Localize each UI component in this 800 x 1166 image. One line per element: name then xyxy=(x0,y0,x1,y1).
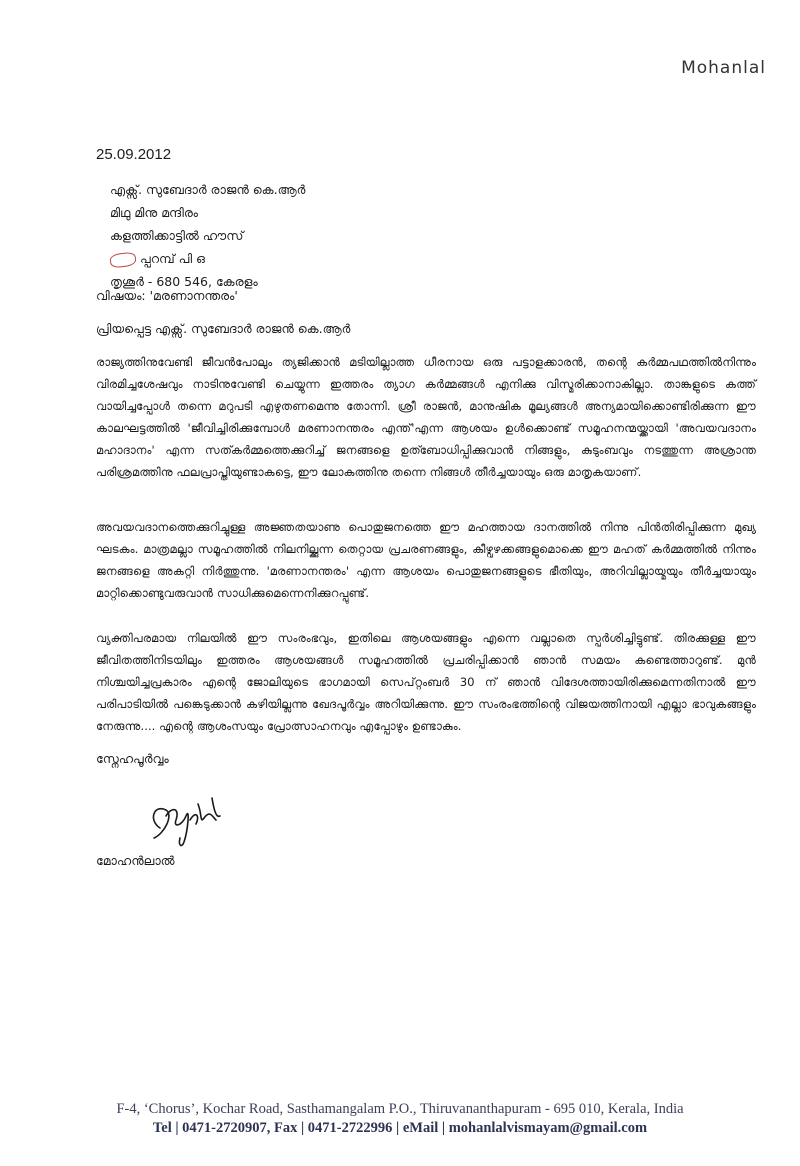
address-line-house: മിഥു മിനു മന്ദിരം xyxy=(110,205,199,220)
letterhead-brand: Mohanlal xyxy=(681,58,766,78)
footer-contact: Tel | 0471-2720907, Fax | 0471-2722996 | eMail | mohanlalvismayam@gmail.com xyxy=(152,1120,648,1136)
letter-salutation: പ്രിയപ്പെട്ട എക്സ്. സുബേദാർ രാജൻ കെ.ആർ xyxy=(96,321,351,336)
address-line-post-text: പ്പറമ്പ് പി ഒ xyxy=(140,251,205,266)
body-paragraph-1: രാജ്യത്തിനുവേണ്ടി ജീവൻപോലും ത്യജിക്കാൻ മടിയില്ലാത്ത ധീരനായ ഒരു പട്ടാളക്കാരൻ, തന്റെ കർമ്മപഥത്തിൽനിന്നും വിരമിച്ചശേഷവും നാടിനുവേണ്ടി ചെയ്യുന്ന ഇത്തരം ത്യാഗ കർമ്മങ്ങൾ എനിക്കു വിസ്മരിക്കാനാകില്ലാ. താങ്കളുടെ കത്ത് വായിച്ചപ്പോൾ തന്നെ മറുപടി എഴുതണമെന്നു തോന്നി. ശ്രീ രാജൻ, മാനുഷിക മൂല്യങ്ങൾ അന്യമായിക്കൊണ്ടിരിക്കുന്ന ഈ കാലഘട്ടത്തിൽ 'ജീവിച്ചിരിക്കുമ്പോൾ മരണാനന്തരം എന്ത്'എന്ന ആശയം ഉൾക്കൊണ്ട് സമൂഹനന്മയ്ക്കായി 'അവയവദാനം മഹാദാനം' എന്ന സത്കർമ്മത്തെക്കുറിച്ച് ജനങ്ങളെ ഉത്ബോധിപ്പിക്കുവാൻ നിങ്ങളും, കുടുംബവും നടത്തുന്ന അശ്രാന്ത പരിശ്രമത്തിനു ഫലപ്രാപ്തിയുണ്ടാകട്ടെ, ഈ ലോകത്തിനു തന്നെ നിങ്ങൾ തീർച്ചയായും ഒരു മാതൃകയാണ്. xyxy=(96,355,756,479)
address-line-name: എക്സ്. സുബേദാർ രാജൻ കെ.ആർ xyxy=(110,182,306,197)
footer-address: F-4, ‘Chorus’, Kochar Road, Sasthamangalam P.O., Thiruvananthapuram - 695 010, Kerala, India xyxy=(116,1101,684,1117)
letterhead-footer xyxy=(0,1100,800,1138)
letter-closing: സ്നേഹപൂർവ്വം xyxy=(96,751,169,766)
address-line-housename: കളത്തിക്കാട്ടിൽ ഹൗസ് xyxy=(110,228,244,243)
address-line-district: തൃശൂർ - 680 546, കേരളം xyxy=(110,274,258,289)
letter-date: 25.09.2012 xyxy=(96,146,172,163)
signer-name: മോഹൻലാൽ xyxy=(96,853,175,868)
letter-subject: വിഷയം: 'മരണാനന്തരം' xyxy=(96,288,238,303)
handwritten-signature xyxy=(140,790,250,850)
address-line-post xyxy=(110,247,305,270)
recipient-address xyxy=(110,178,305,293)
body-paragraph-3: വ്യക്തിപരമായ നിലയിൽ ഈ സംരംഭവും, ഇതിലെ ആശയങ്ങളും എന്നെ വല്ലാതെ സ്പർശിച്ചിട്ടുണ്ട്. തിരക്കുള്ള ഈ ജീവിതത്തിനിടയിലും ഇത്തരം ആശയങ്ങൾ സമൂഹത്തിൽ പ്രചരിപ്പിക്കാൻ ഞാൻ സമയം കണ്ടെത്താറുണ്ട്. മുൻ നിശ്ചയിച്ചപ്രകാരം എന്റെ ജോലിയുടെ ഭാഗമായി സെപ്റ്റംബർ 30 ന് ഞാൻ വിദേശത്തായിരിക്കുമെന്നതിനാൽ ഈ പരിപാടിയിൽ പങ്കെടുക്കാൻ കഴിയില്ലന്നു ഖേദപൂർവ്വം അറിയിക്കുന്നു. ഈ സംരംഭത്തിന്റെ വിജയത്തിനായി എല്ലാ ഭാവുകങ്ങളും നേരുന്നു.... എന്റെ ആശംസയും പ്രോത്സാഹനവും എപ്പോഴും ഉണ്ടാകും. xyxy=(96,631,756,733)
body-paragraph-2: അവയവദാനത്തെക്കുറിച്ചുള്ള അജ്ഞതയാണു പൊതുജനത്തെ ഈ മഹത്തായ ദാനത്തിൽ നിന്നു പിൻതിരിപ്പിക്കുന്ന മുഖ്യ ഘടകം. മാത്രമല്ലാ സമൂഹത്തിൽ നിലനില്ക്കുന്ന തെറ്റായ പ്രചരണങ്ങളും, കീഴ്വഴക്കങ്ങളുമൊക്കെ ഈ മഹത് കർമ്മത്തിൽ നിന്നും ജനങ്ങളെ അകറ്റി നിർത്തുന്നു. 'മരണാനന്തരം' എന്ന ആശയം പൊതുജനങ്ങളുടെ ഭീതിയും, അറിവില്ലായ്മയും തീർച്ചയായും മാറ്റിക്കൊണ്ടുവരുവാൻ സാധിക്കുമെന്നെനിക്കുറപ്പുണ്ട്. xyxy=(96,520,756,600)
handwritten-correction-mark xyxy=(109,251,137,268)
